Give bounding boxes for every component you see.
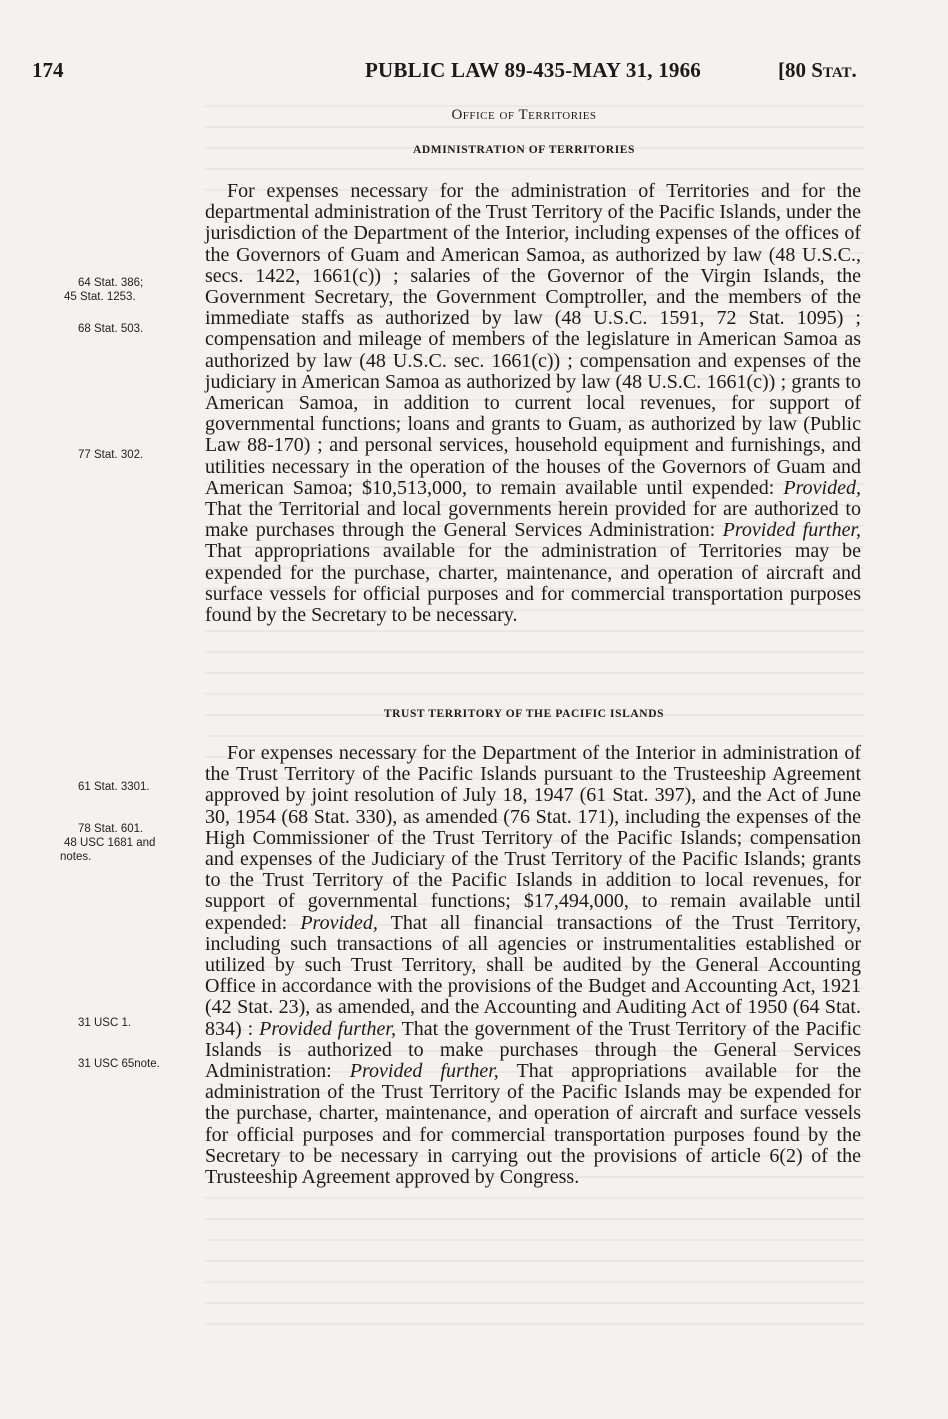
proviso-text: That the government of the Trust Territory of the Pacific Islands is authorized to make purchases through the General Services Administration:: [205, 1017, 862, 1083]
proviso-text: That appropriations available for the administration of the Trust Territory of the Pacific Islands may be expended for the purchase, charter, maintenance, and operation of aircraft and surface vessels for official purposes and for commercial transportation purposes found by the Secretary to be necessary in carrying out the provisions of article 6(2) of the Trusteeship Agreement approved by Congress.: [205, 1060, 861, 1189]
margin-note-line: notes.: [60, 851, 92, 863]
margin-note-line: [64, 836, 204, 850]
proviso-label: Provided further,: [722, 519, 862, 542]
margin-note: 77 Stat. 302.: [78, 449, 144, 461]
section-heading-trust-territory: TRUST TERRITORY OF THE PACIFIC ISLANDS: [383, 708, 665, 720]
proviso-text: That the Territorial and local governments herein provided for are authorized to make purchases through the General Services Administration:: [205, 498, 861, 542]
running-title: PUBLIC LAW 89-435-MAY 31, 1966: [365, 58, 701, 82]
paragraph-text: For expenses necessary for the administration of Territories and for the departmental administration of the Trust Territory of the Pacific Islands, under the jurisdiction of the Department of the Interior, including expenses of the offices of the Governors of Guam and American Samoa, as authorized by law (48 U.S.C., secs. 1422, 1661(c)) ; salaries of the Governor of the Virgin Islands, the Government Secretary, the Government Comptroller, and the members of the immediate staffs as authorized by law (48 U.S.C. 1591, 72 Stat. 1095) ; compensation and mileage of members of the legislature in American Samoa as authorized by law (48 U.S.C. sec. 1661(c)) ; compensation and expenses of the judiciary in American Samoa as authorized by law (48 U.S.C. 1661(c)) ; grants to American Samoa, in addition to current local revenues, for support of governmental functions; loans and grants to Guam, as authorized by law (Public Law 88-170) ; and personal services, household equipment and furnishings, and utilities necessary in the operation of the houses of the Governors of Guam and American Samoa; $10,513,000, to remain available until expended:: [205, 180, 861, 499]
page-number: 174: [32, 58, 64, 82]
proviso-label: Provided further,: [349, 1060, 499, 1083]
proviso-label: Provided,: [783, 476, 861, 499]
paragraph-text: For expenses necessary for the Department of the Interior in administration of the Trust Territory of the Pacific Islands pursuant to the Trusteeship Agreement approved by joint resolution of July 18, 1947 (61 Stat. 397), and the Act of June 30, 1954 (68 Stat. 330), as amended (76 Stat. 171), including the expenses of the High Commissioner of the Trust Territory of the Pacific Islands; compensation and expenses of the Judiciary of the Trust Territory of the Pacific Islands; grants to the Trust Territory of the Pacific Islands in addition to local revenues, for support of governmental functions; $17,494,000, to remain available until expended:: [205, 742, 861, 934]
margin-note: [60, 822, 204, 864]
margin-note: [64, 276, 218, 304]
proviso-text: That appropriations available for the administration of Territories may be expended for the purchase, charter, maintenance, and operation of aircraft and surface vessels for official purposes and for commercial transportation purposes found by the Secretary to be necessary.: [205, 540, 861, 627]
proviso-label: Provided further,: [259, 1017, 396, 1040]
margin-note: 68 Stat. 503.: [78, 323, 144, 335]
proviso-label: Provided,: [300, 911, 378, 934]
statute-volume: [80 Stat.: [778, 58, 857, 82]
margin-note: 31 USC 1.: [78, 1017, 132, 1029]
section-heading-territories: ADMINISTRATION OF TERRITORIES: [412, 144, 636, 156]
margin-note-text: 48 USC 1681 and: [64, 837, 156, 849]
proviso-text: That all financial transactions of the Trust Territory, including such transactions of all agencies or instrumentalities established or utilized by such Trust Territory, shall be audited by the General Accounting Office in accordance with the provisions of the Budget and Accounting Act, 1921 (42 Stat. 23), as amended, and the Accounting and Auditing Act of 1950 (64 Stat. 834) :: [205, 911, 861, 1040]
margin-note-line: 78 Stat. 601.: [78, 823, 144, 835]
section-text-territories: [205, 181, 861, 626]
margin-note: 31 USC 65note.: [78, 1058, 160, 1070]
margin-note-line: 64 Stat. 386;: [78, 277, 144, 289]
office-heading: Office of Territories: [451, 107, 597, 123]
margin-note-line: 45 Stat. 1253.: [64, 291, 136, 303]
margin-note: 61 Stat. 3301.: [78, 781, 150, 793]
section-text-trust-territory: [205, 743, 861, 1188]
